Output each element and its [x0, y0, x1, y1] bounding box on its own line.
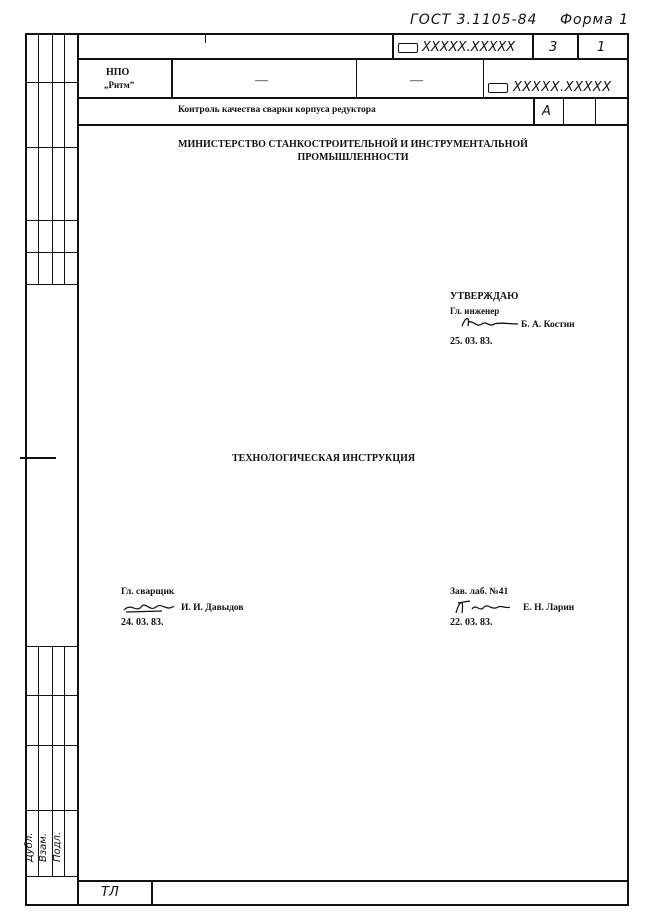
doc-code-right-text: XXXXX.XXXXX [513, 80, 612, 95]
empty-field-dash-1: — [255, 72, 268, 87]
doc-code-top [398, 40, 515, 55]
footer-code: ТЛ [101, 885, 119, 900]
doc-code-top-text: XXXXX.XXXXX [422, 40, 516, 55]
approval-name: Б. А. Костин [521, 320, 575, 330]
form-label: Форма 1 [560, 12, 630, 28]
doc-code-right [488, 80, 612, 95]
empty-field-dash-2: — [410, 72, 423, 87]
side-label-podl: Подл. [52, 831, 63, 862]
document-title: ТЕХНОЛОГИЧЕСКАЯ ИНСТРУКЦИЯ [232, 453, 416, 464]
left-signer-date: 24. 03. 83. [121, 617, 164, 628]
approval-title: УТВЕРЖДАЮ [450, 291, 519, 302]
right-signer-date: 22. 03. 83. [450, 617, 493, 628]
rectangle-icon [488, 83, 508, 93]
gost-label: ГОСТ 3.1105-84 [410, 12, 538, 28]
side-label-dubl: Дубл. [24, 832, 35, 862]
ministry-line-2: ПРОМЫШЛЕННОСТИ [297, 152, 409, 163]
right-signer-position: Зав. лаб. №41 [450, 587, 509, 597]
right-signature [452, 597, 512, 617]
right-signer-name: Е. Н. Ларин [523, 603, 575, 613]
approval-position: Гл. инженер [450, 306, 500, 316]
approval-signature [460, 314, 520, 334]
side-label-vzam: Взам. [38, 832, 49, 862]
left-signature [122, 598, 177, 616]
sheet-number: 1 [597, 40, 606, 55]
left-signer-position: Гл. сварщик [121, 587, 175, 597]
left-signer-name: И. И. Давыдов [181, 603, 244, 613]
approval-date: 25. 03. 83. [450, 336, 493, 347]
document-name: Контроль качества сварки корпуса редуктора [178, 105, 376, 115]
org-name-line1: НПО [106, 67, 130, 78]
sheets-total: 3 [549, 40, 558, 55]
ministry-line-1: МИНИСТЕРСТВО СТАНКОСТРОИТЕЛЬНОЙ И ИНСТРУМЕНТАЛЬНОЙ [178, 139, 528, 150]
rectangle-icon [398, 43, 418, 53]
org-name-line2: „Ритм” [104, 80, 135, 90]
letter-code: А [542, 104, 551, 119]
